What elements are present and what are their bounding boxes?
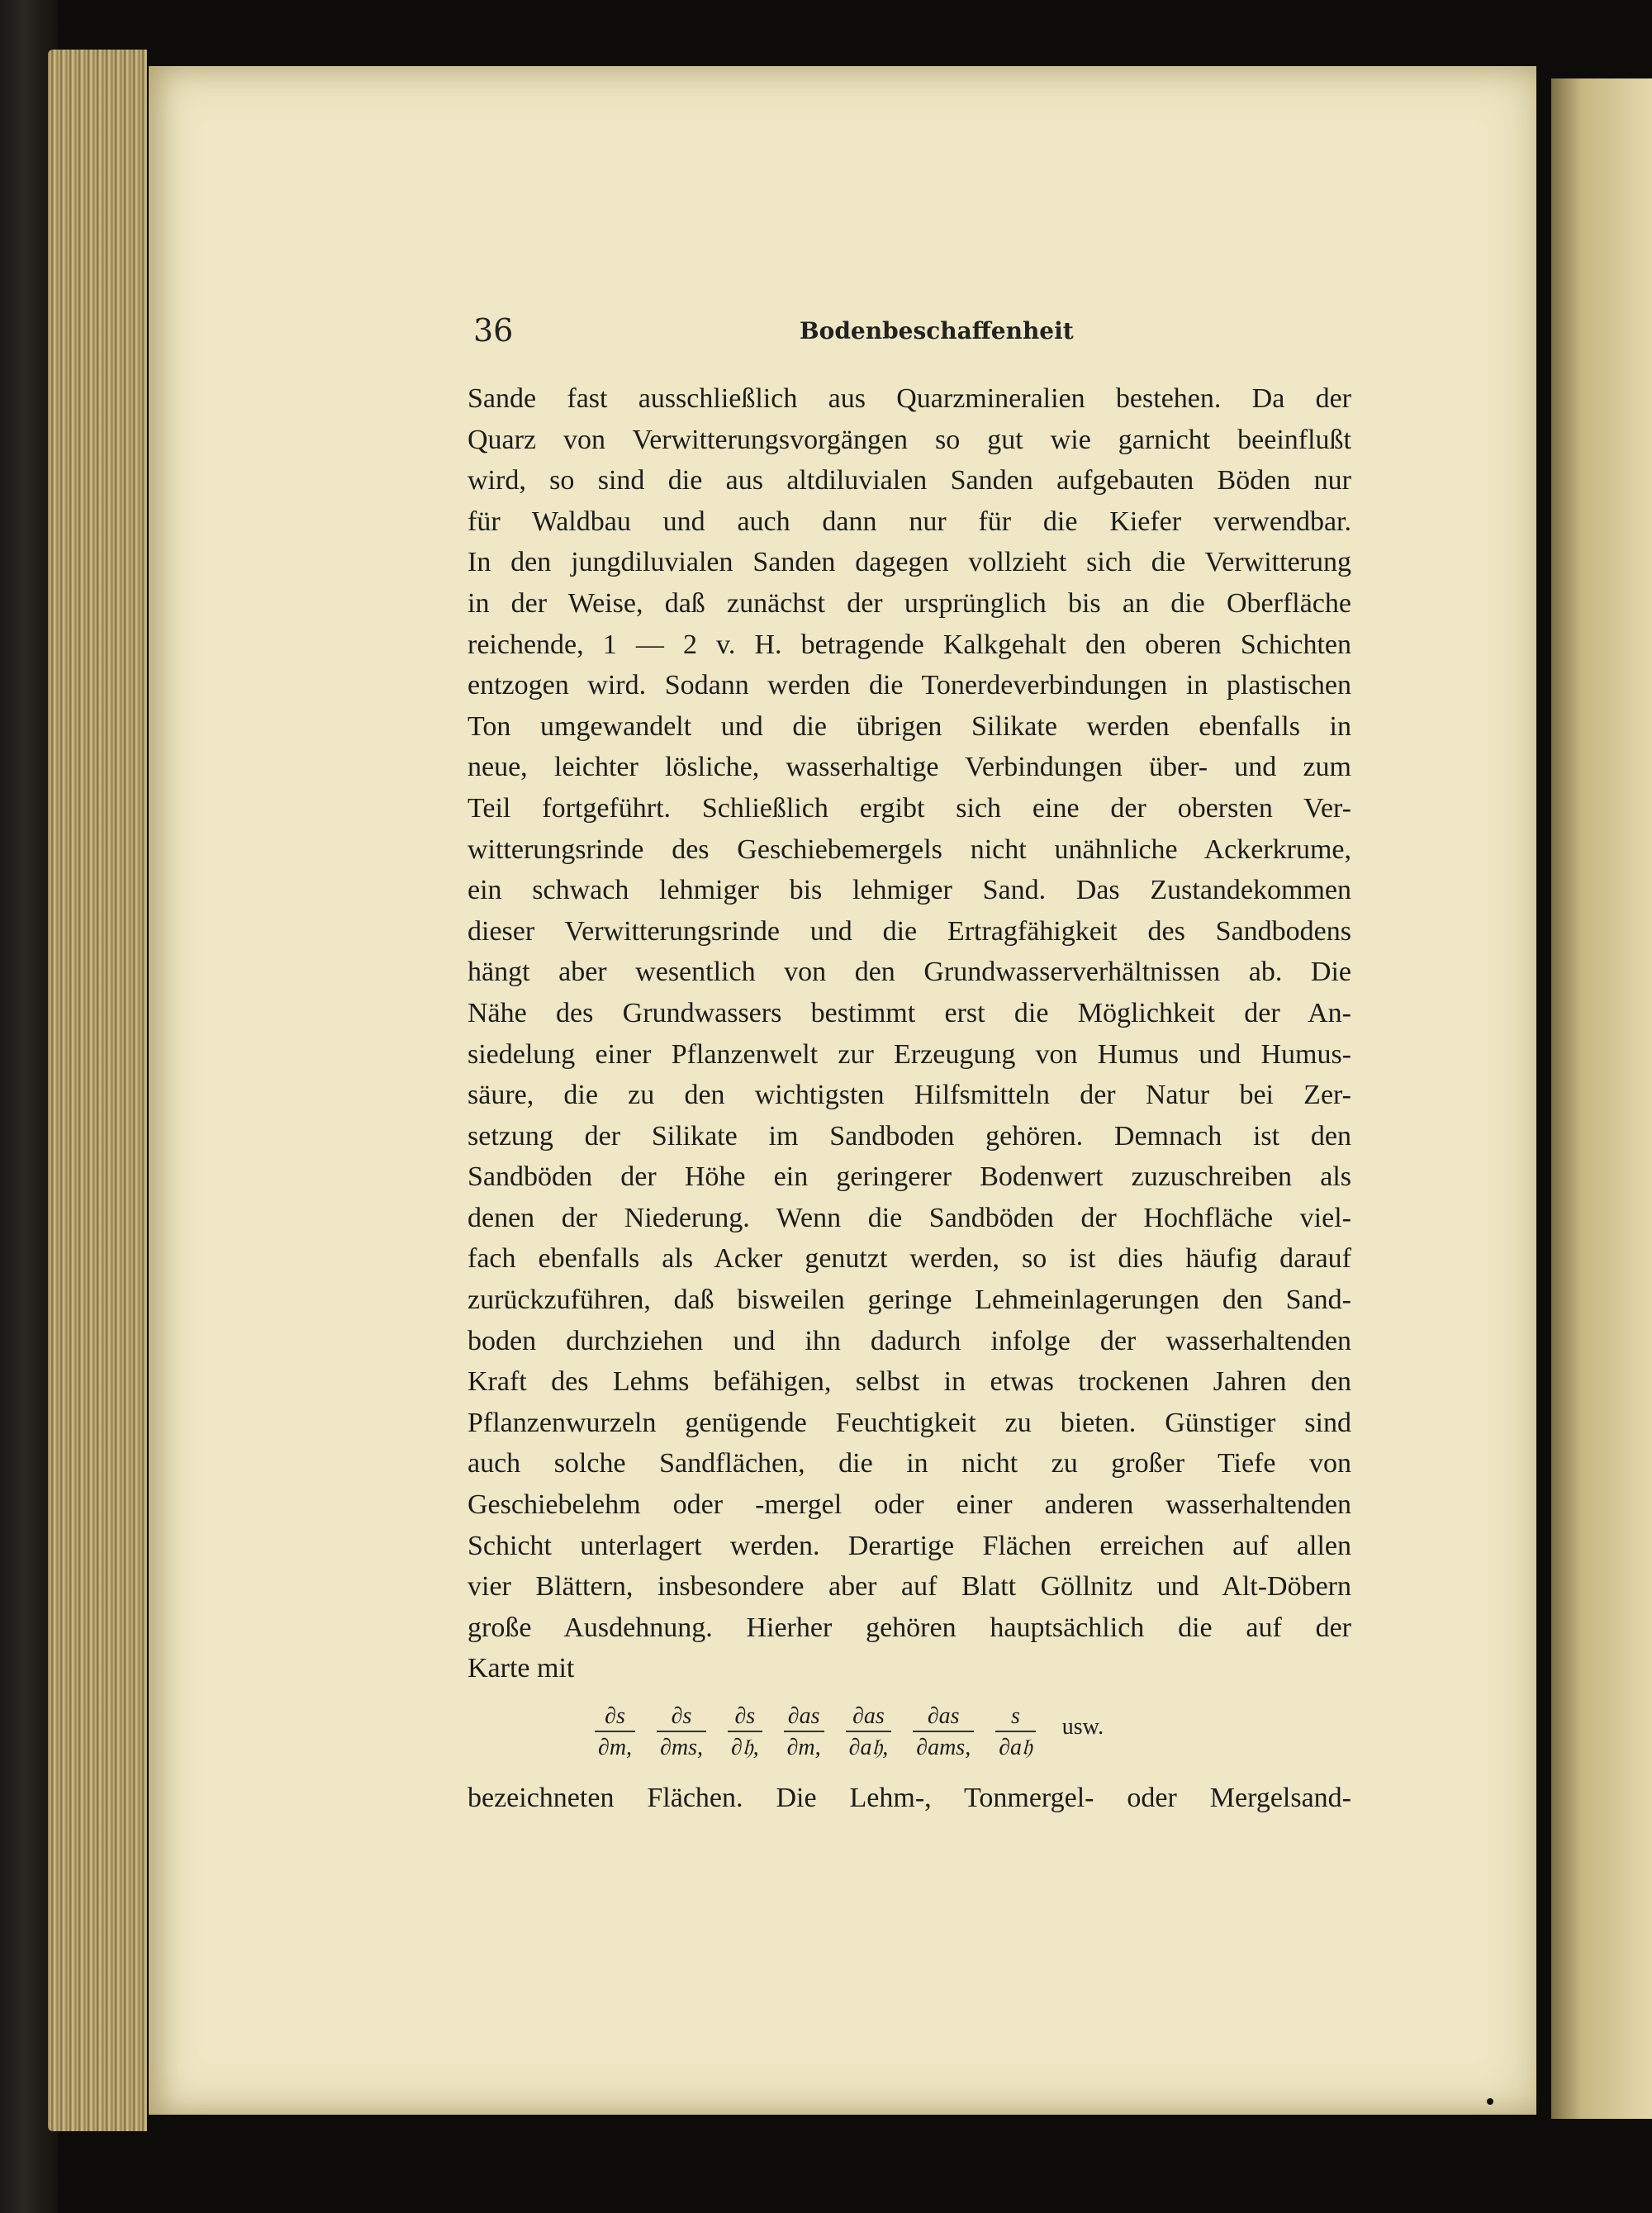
fraction-denominator: ∂ams, bbox=[913, 1731, 974, 1762]
text-line: setzung der Silikate im Sandboden gehören. Demnach ist den bbox=[468, 1120, 1351, 1152]
fraction-numerator: ∂as bbox=[927, 1703, 960, 1729]
fraction-numerator: s bbox=[1011, 1703, 1020, 1729]
fraction-denominator: ∂m, bbox=[595, 1731, 635, 1762]
text-line: große Ausdehnung. Hierher gehören hauptsächlich die auf der bbox=[468, 1612, 1351, 1643]
text-line: säure, die zu den wichtigsten Hilfsmitteln der Natur bei Zer- bbox=[468, 1080, 1351, 1111]
text-line: in der Weise, daß zunächst der ursprünglich bis an die Oberfläche bbox=[468, 587, 1351, 619]
fraction-formula bbox=[595, 1695, 1104, 1769]
fraction-numerator: ∂s bbox=[734, 1703, 756, 1729]
fraction bbox=[784, 1702, 824, 1762]
fraction-denominator: ∂m, bbox=[784, 1731, 824, 1762]
text-line: boden durchziehen und ihn dadurch infolge der wasserhaltenden bbox=[468, 1325, 1351, 1356]
fraction-denominator: ∂𝔥, bbox=[728, 1731, 762, 1762]
text-line: Kraft des Lehms befähigen, selbst in etwas trockenen Jahren den bbox=[468, 1366, 1351, 1398]
page-number: 36 bbox=[473, 312, 514, 349]
fraction-denominator: ∂a𝔥, bbox=[846, 1731, 892, 1762]
text-line: siedelung einer Pflanzenwelt zur Erzeugung von Humus und Humus- bbox=[468, 1038, 1351, 1070]
fraction-numerator: ∂as bbox=[787, 1703, 820, 1729]
fraction bbox=[595, 1702, 635, 1762]
running-title: Bodenbeschaffenheit bbox=[800, 317, 1074, 344]
text-line: hängt aber wesentlich von den Grundwasserverhältnissen ab. Die bbox=[468, 957, 1351, 988]
fraction bbox=[728, 1702, 762, 1762]
text-line: In den jungdiluvialen Sanden dagegen vollzieht sich die Verwitterung bbox=[468, 547, 1351, 578]
fraction-numerator: ∂as bbox=[852, 1703, 885, 1729]
text-line: Quarz von Verwitterungsvorgängen so gut wie garnicht beeinflußt bbox=[468, 424, 1351, 455]
text-line: für Waldbau und auch dann nur für die Kiefer verwendbar. bbox=[468, 506, 1351, 537]
fraction-denominator: ∂ms, bbox=[657, 1731, 706, 1762]
text-line: auch solche Sandflächen, die in nicht zu großer Tiefe von bbox=[468, 1448, 1351, 1479]
text-line: Teil fortgeführt. Schließlich ergibt sich eine der obersten Ver- bbox=[468, 792, 1351, 824]
text-line: ein schwach lehmiger bis lehmiger Sand. Das Zustandekommen bbox=[468, 875, 1351, 906]
text-line: Schicht unterlagert werden. Derartige Flächen erreichen auf allen bbox=[468, 1530, 1351, 1561]
page-header bbox=[473, 312, 1349, 354]
fraction bbox=[846, 1702, 892, 1762]
text-line: Ton umgewandelt und die übrigen Silikate werden ebenfalls in bbox=[468, 710, 1351, 742]
body-text bbox=[468, 378, 1351, 1689]
ink-speck bbox=[1487, 2098, 1493, 2105]
text-line: fach ebenfalls als Acker genutzt werden, so ist dies häufig darauf bbox=[468, 1243, 1351, 1275]
text-line: denen der Niederung. Wenn die Sandböden der Hochfläche viel- bbox=[468, 1202, 1351, 1233]
fraction-numerator: ∂s bbox=[605, 1703, 625, 1729]
text-line: neue, leichter lösliche, wasserhaltige Verbindungen über- und zum bbox=[468, 752, 1351, 783]
fraction bbox=[913, 1702, 974, 1762]
text-line: entzogen wird. Sodann werden die Tonerdeverbindungen in plastischen bbox=[468, 670, 1351, 701]
fraction bbox=[995, 1702, 1036, 1762]
text-line: wird, so sind die aus altdiluvialen Sanden aufgebauten Böden nur bbox=[468, 465, 1351, 496]
text-line: vier Blättern, insbesondere aber auf Blatt Göllnitz und Alt-Döbern bbox=[468, 1571, 1351, 1603]
formula-suffix: usw. bbox=[1061, 1714, 1104, 1740]
final-line: bezeichneten Flächen. Die Lehm-, Tonmergel- oder Mergelsand- bbox=[468, 1783, 1351, 1813]
text-line: witterungsrinde des Geschiebemergels nicht unähnliche Ackerkrume, bbox=[468, 833, 1351, 865]
text-line: Sandböden der Höhe ein geringerer Bodenwert zuzuschreiben als bbox=[468, 1161, 1351, 1193]
text-line: dieser Verwitterungsrinde und die Ertragfähigkeit des Sandbodens bbox=[468, 915, 1351, 947]
page-edges bbox=[48, 50, 147, 2131]
fraction-denominator: ∂a𝔥 bbox=[995, 1731, 1036, 1762]
fraction bbox=[657, 1702, 706, 1762]
text-line: Geschiebelehm oder -mergel oder einer anderen wasserhaltenden bbox=[468, 1489, 1351, 1521]
text-line: Sande fast ausschließlich aus Quarzmineralien bestehen. Da der bbox=[468, 383, 1351, 414]
fraction-numerator: ∂s bbox=[671, 1703, 692, 1729]
text-line: Nähe des Grundwassers bestimmt erst die Möglichkeit der An- bbox=[468, 997, 1351, 1028]
text-line: Karte mit bbox=[468, 1653, 575, 1684]
facing-page-edge bbox=[1551, 78, 1652, 2119]
text-line: reichende, 1 — 2 v. H. betragende Kalkgehalt den oberen Schichten bbox=[468, 629, 1351, 660]
text-line: zurückzuführen, daß bisweilen geringe Lehmeinlagerungen den Sand- bbox=[468, 1285, 1351, 1316]
text-line: Pflanzenwurzeln genügende Feuchtigkeit zu bieten. Günstiger sind bbox=[468, 1407, 1351, 1438]
